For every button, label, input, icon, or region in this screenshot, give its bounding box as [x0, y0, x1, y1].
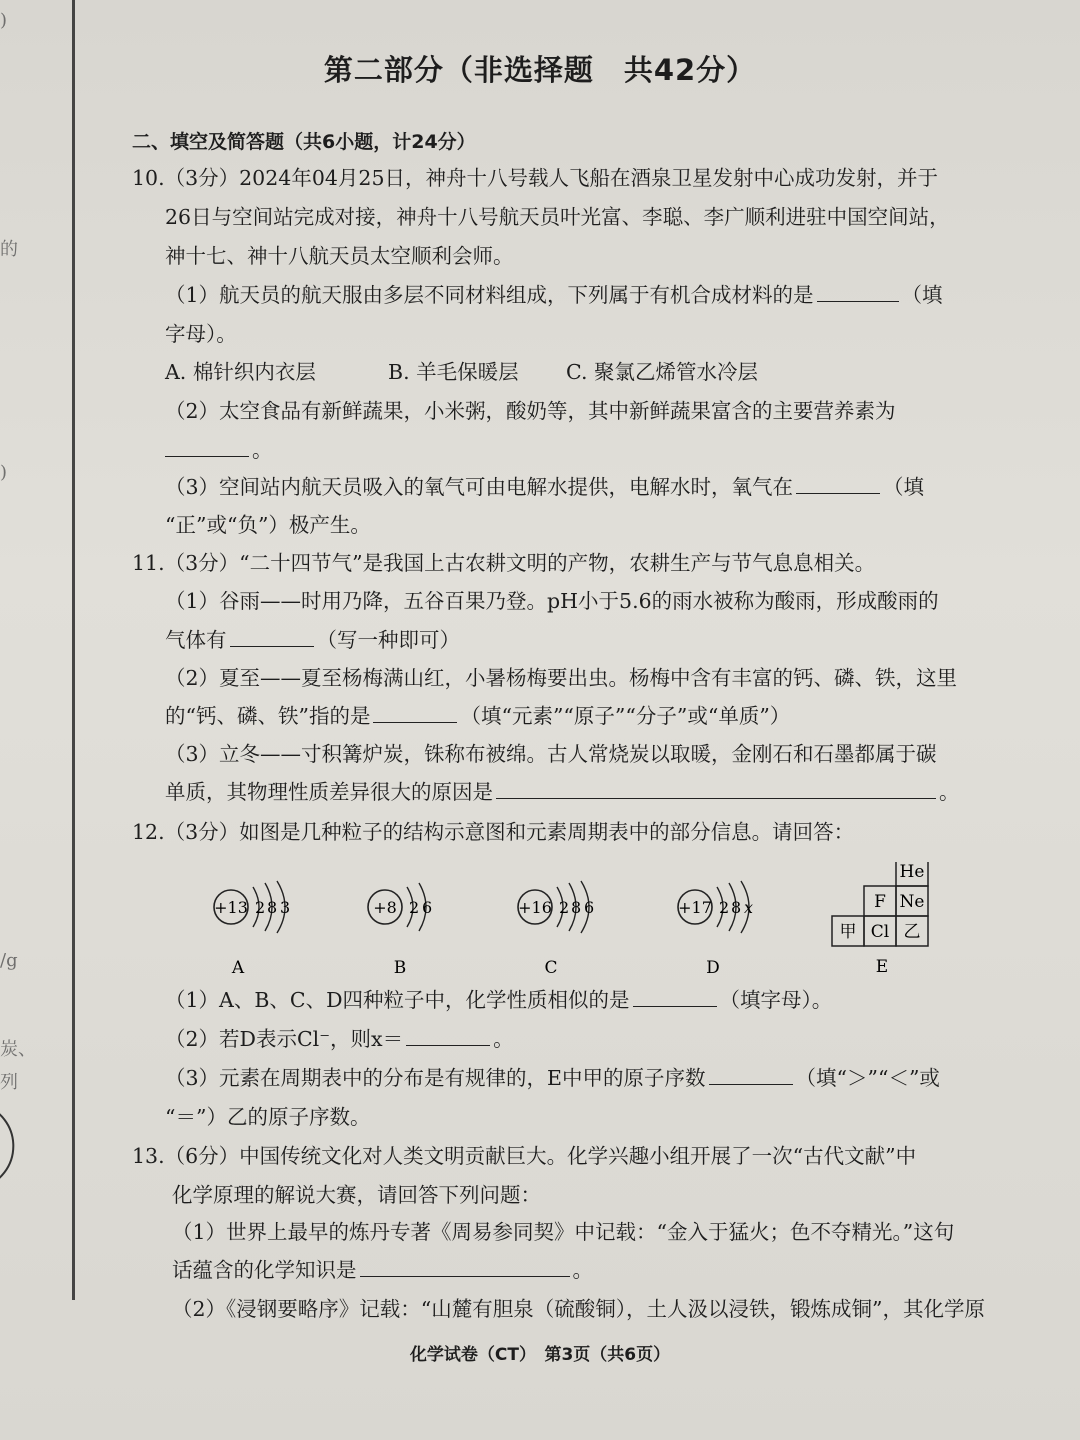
atom-diagram-a	[214, 881, 290, 978]
q11-part1-cont	[165, 630, 460, 651]
q10-stem-line2: 26日与空间站完成对接，神舟十八号航天员叶光富、李聪、李广顺利进驻中国空间站，	[165, 205, 950, 229]
q13-part1-text: 话蕴含的化学知识是	[172, 1258, 357, 1282]
q12-part2	[165, 1029, 514, 1050]
answer-blank[interactable]	[633, 1005, 717, 1007]
q10-part2: （2）太空食品有新鲜蔬果，小米粥，酸奶等，其中新鲜蔬果富含的主要营养素为	[165, 399, 896, 423]
q10-part2-cont	[165, 440, 273, 461]
q10-part1-text-end: （填	[901, 283, 943, 307]
diagram-label: C	[544, 958, 558, 978]
q13-stem-line2: 化学原理的解说大赛，请回答下列问题：	[172, 1183, 541, 1207]
bleed-text: )	[0, 10, 8, 31]
answer-blank[interactable]	[709, 1083, 793, 1085]
q13-part2: （2）《浸钢要略序》记载：“山麓有胆泉（硫酸铜），土人汲以浸铁，锻炼成铜”，其化学原	[172, 1297, 986, 1321]
q12-part3-cont: “＝”）乙的原子序数。	[165, 1105, 371, 1129]
q13-part1-end: 。	[572, 1258, 593, 1282]
nucleus-charge: +13	[214, 898, 248, 917]
nucleus-charge: +17	[678, 898, 712, 917]
element-he: He	[899, 862, 925, 882]
q13-stem-line1: 13.（6分）中国传统文化对人类文明贡献巨大。化学兴趣小组开展了一次“古代文献”中	[132, 1144, 917, 1168]
q10-part1-cont: 字母）。	[165, 322, 237, 346]
q13-part1-cont	[172, 1260, 593, 1281]
q13-part1: （1）世界上最早的炼丹专著《周易参同契》中记载：“金入于猛火；色不夺精光。”这句	[172, 1220, 955, 1244]
part-title: 第二部分（非选择题 共42分）	[323, 53, 757, 87]
q12-part3-note: （填“＞”“＜”或	[795, 1066, 940, 1090]
answer-blank[interactable]	[230, 645, 314, 647]
nucleus-charge: +8	[373, 898, 397, 917]
q10-part3-text: （3）空间站内航天员吸入的氧气可由电解水提供，电解水时，氧气在	[165, 475, 794, 499]
element-cl: Cl	[870, 922, 890, 942]
page-footer: 化学试卷（CT） 第3页（共6页）	[409, 1345, 671, 1365]
q12-part1-note: （填字母）。	[719, 988, 833, 1012]
q12-stem: 12.（3分）如图是几种粒子的结构示意图和元素周期表中的部分信息。请回答：	[132, 820, 855, 844]
q11-part2-note: （填“元素”“原子”“分子”或“单质”）	[460, 704, 791, 728]
answer-blank[interactable]	[796, 492, 880, 494]
shell-electrons: 6	[422, 898, 433, 917]
q10-part3	[165, 477, 924, 498]
q11-part3: （3）立冬——寸积篝炉炭，铢称布被绵。古人常烧炭以取暖，金刚石和石墨都属于碳	[165, 742, 937, 766]
q12-part3-text: （3）元素在周期表中的分布是有规律的，E中甲的原子序数	[165, 1066, 706, 1090]
q11-part3-end: 。	[939, 780, 960, 804]
q10-part1-text: （1）航天员的航天服由多层不同材料组成，下列属于有机合成材料的是	[165, 283, 814, 307]
diagram-label: B	[393, 958, 407, 978]
shell-electrons: 2	[559, 898, 570, 917]
bleed-text: /g	[0, 950, 18, 971]
q10-part2-end: 。	[252, 438, 273, 462]
section-heading: 二、填空及简答题（共6小题，计24分）	[132, 131, 476, 153]
q12-part1	[165, 990, 832, 1011]
answer-blank[interactable]	[406, 1044, 490, 1046]
q10-option-c: C. 聚氯乙烯管水冷层	[566, 360, 758, 384]
bleed-text: 列	[0, 1072, 18, 1093]
answer-blank[interactable]	[360, 1275, 570, 1277]
element-yi: 乙	[903, 922, 921, 942]
bleed-text: 的	[0, 239, 18, 260]
shell-electrons: x	[744, 898, 754, 917]
answer-blank[interactable]	[496, 797, 936, 799]
q10-part3-cont: “正”或“负”）极产生。	[165, 513, 371, 537]
q11-part1-text: 气体有	[165, 628, 227, 652]
shell-electrons: 2	[255, 898, 266, 917]
element-f: F	[874, 892, 886, 912]
shell-electrons: 2	[409, 898, 420, 917]
q11-part1: （1）谷雨——时用乃降，五谷百果乃登。pH小于5.6的雨水被称为酸雨，形成酸雨的	[165, 589, 939, 613]
shell-electrons: 2	[719, 898, 730, 917]
answer-blank[interactable]	[373, 721, 457, 723]
shell-electrons: 8	[267, 898, 278, 917]
q11-stem: 11.（3分）“二十四节气”是我国上古农耕文明的产物，农耕生产与节气息息相关。	[132, 551, 876, 575]
bleed-text: 炭、	[0, 1039, 36, 1060]
q11-part2-text: 的“钙、磷、铁”指的是	[165, 704, 371, 728]
q11-part2: （2）夏至——夏至杨梅满山红，小暑杨梅要出虫。杨梅中含有丰富的钙、磷、铁，这里	[165, 666, 958, 690]
q11-part3-cont	[165, 782, 960, 803]
q10-option-a: A. 棉针织内衣层	[165, 360, 316, 384]
element-jia: 甲	[839, 922, 857, 942]
shell-electrons: 8	[731, 898, 742, 917]
shell-electrons: 3	[280, 898, 291, 917]
nucleus-charge: +16	[518, 898, 552, 917]
q10-stem-line1: 10.（3分）2024年04月25日，神舟十八号载人飞船在酒泉卫星发射中心成功发射，并于	[132, 166, 938, 190]
q11-part2-cont	[165, 706, 790, 727]
shell-electrons: 6	[584, 898, 595, 917]
atom-diagram-c	[518, 881, 594, 978]
answer-blank[interactable]	[165, 455, 249, 457]
q11-part3-text: 单质，其物理性质差异很大的原因是	[165, 780, 493, 804]
diagram-label: A	[231, 958, 245, 978]
q12-part1-text: （1）A、B、C、D四种粒子中，化学性质相似的是	[165, 988, 630, 1012]
diagram-label: E	[875, 957, 889, 977]
q10-option-b: B. 羊毛保暖层	[388, 360, 519, 384]
q10-stem-line3: 神十七、神十八航天员太空顺利会师。	[165, 244, 514, 268]
q12-particle-diagram	[195, 862, 985, 982]
answer-blank[interactable]	[817, 300, 899, 302]
element-ne: Ne	[899, 892, 925, 912]
q12-part2-end: 。	[493, 1027, 514, 1051]
atom-diagram-b	[368, 883, 432, 978]
periodic-table-fragment	[832, 862, 928, 977]
shell-electrons: 8	[571, 898, 582, 917]
q10-part3-text-end: （填	[883, 475, 925, 499]
q12-part3	[165, 1068, 940, 1089]
diagram-label: D	[706, 958, 720, 978]
bleed-text: )	[0, 462, 8, 483]
q12-part2-text: （2）若D表示Cl⁻，则x＝	[165, 1027, 404, 1051]
q10-part1	[165, 285, 943, 306]
q11-part1-note: （写一种即可）	[316, 628, 460, 652]
atom-diagram-d	[678, 881, 753, 978]
